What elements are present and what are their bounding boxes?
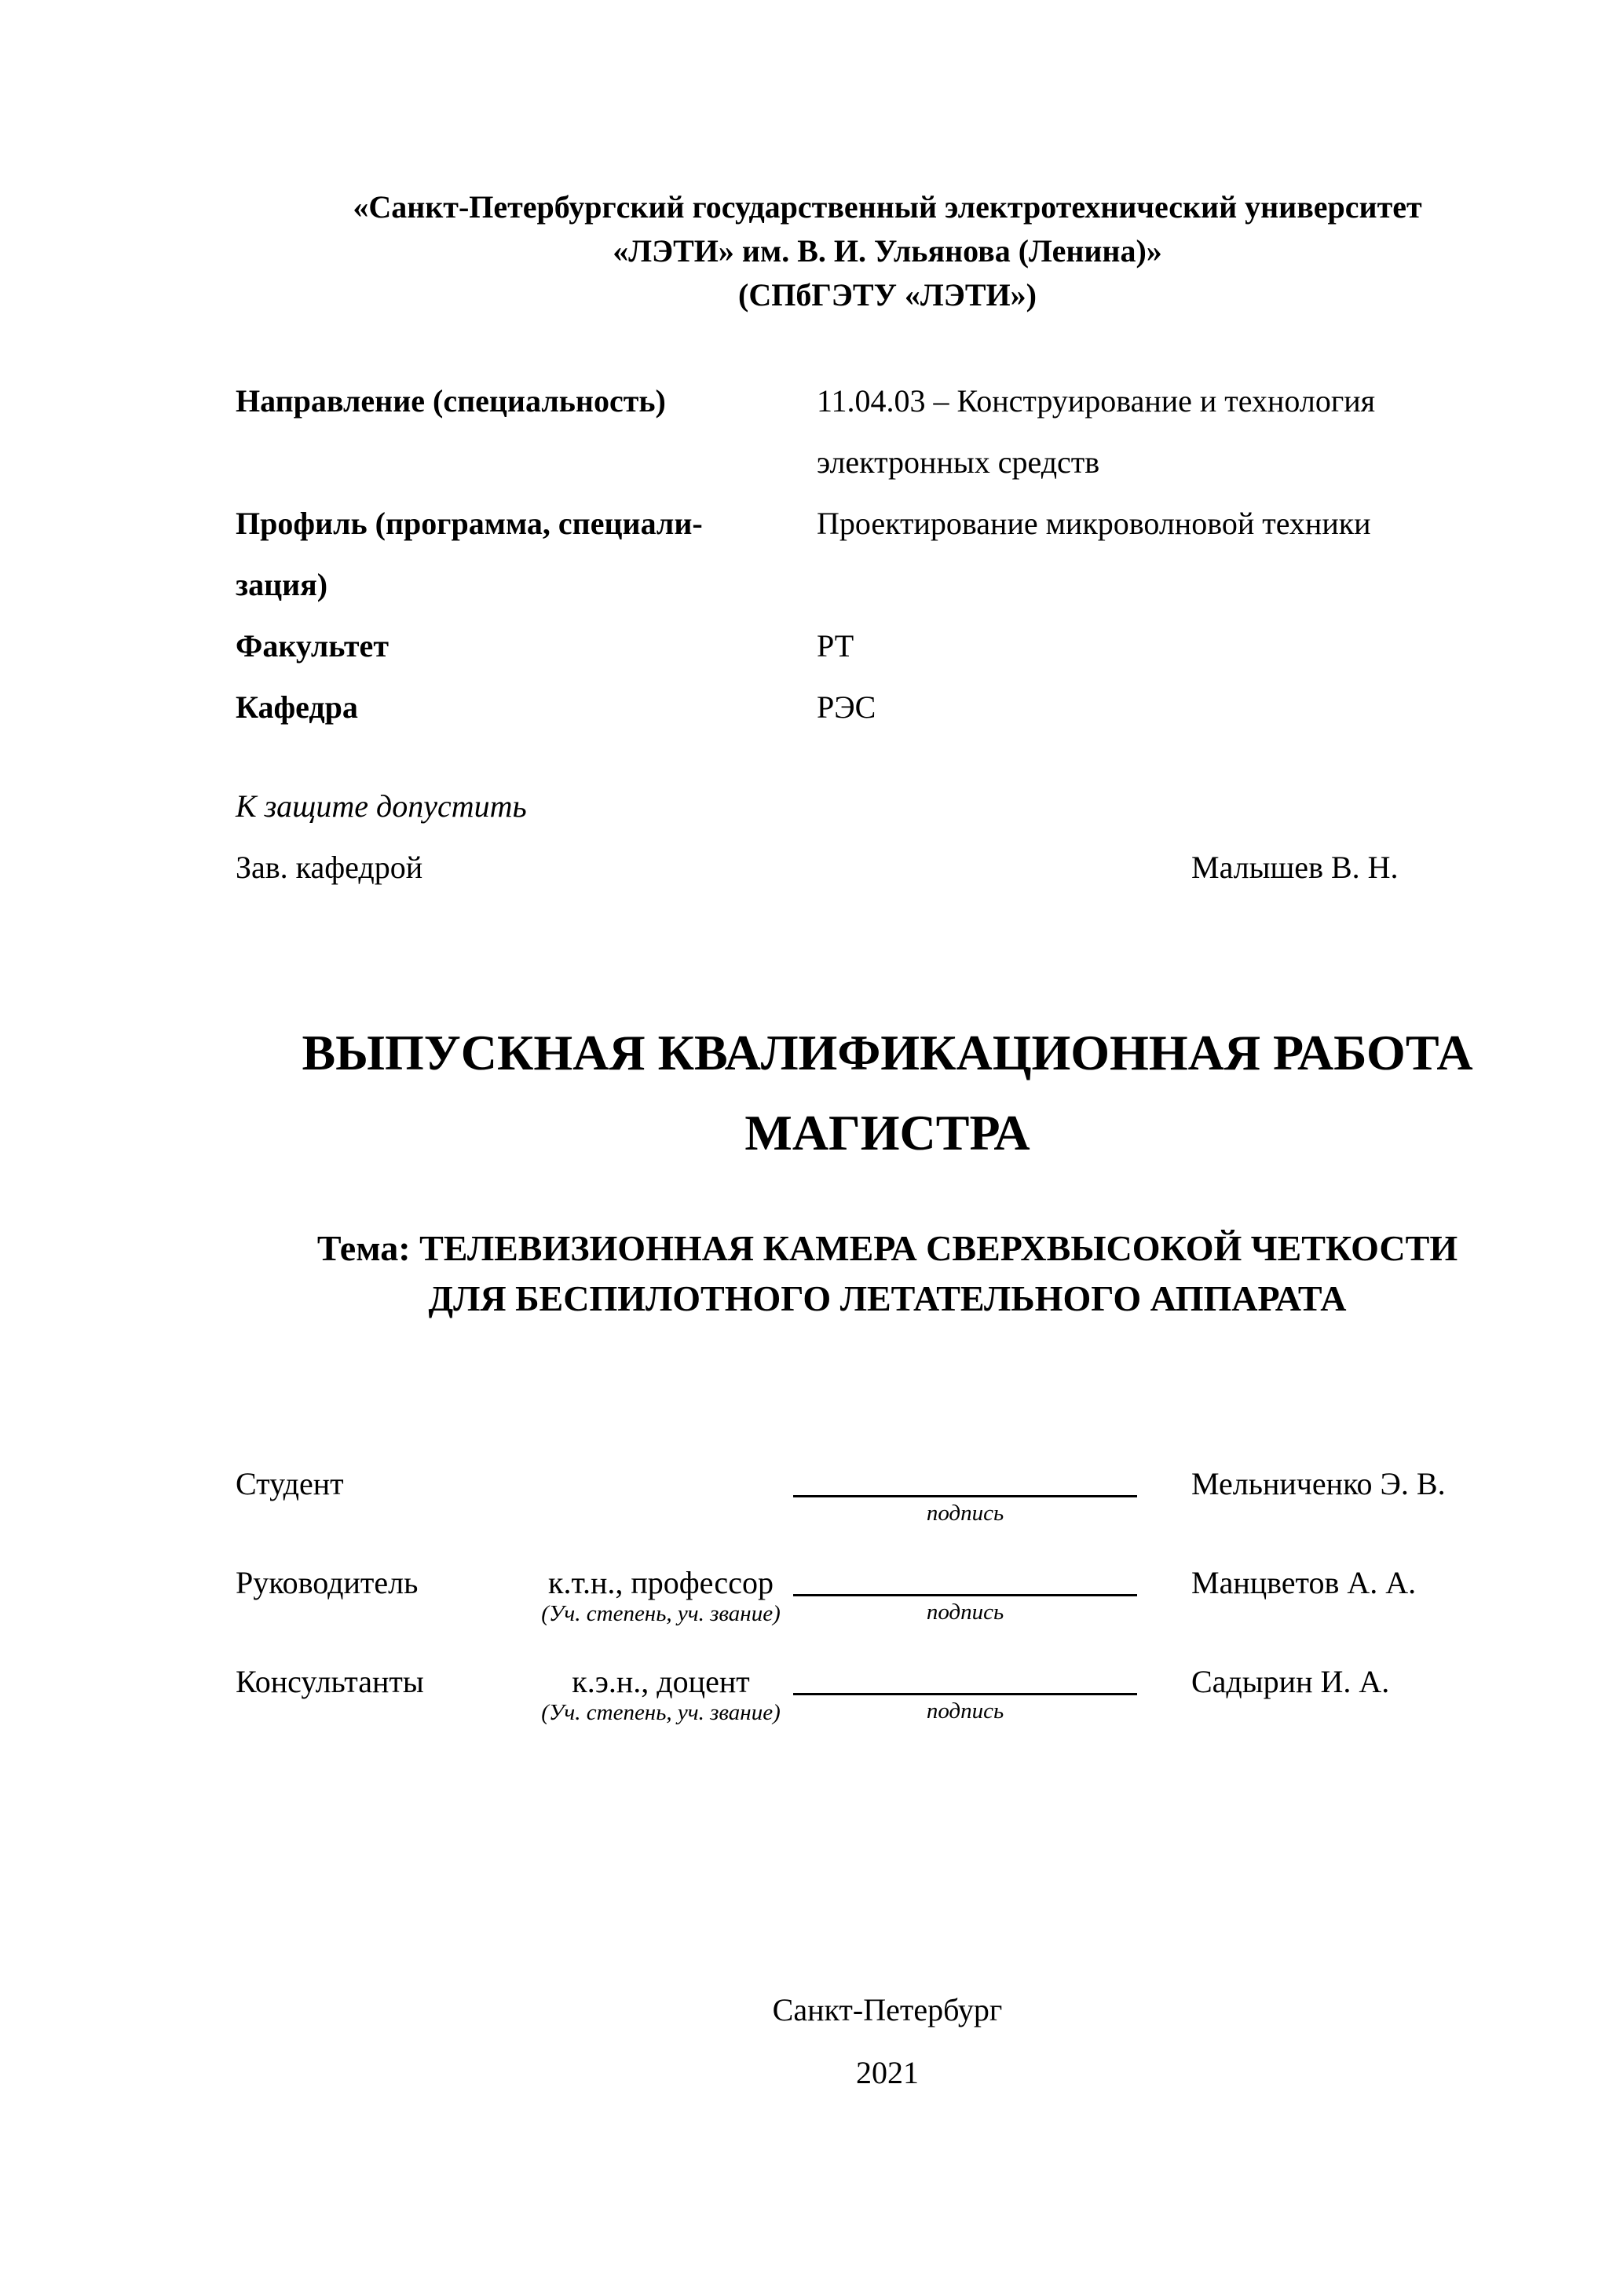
field-row-direction	[236, 371, 1539, 493]
degree-note: (Уч. степень, уч. звание)	[541, 1601, 781, 1626]
field-value-line: РТ	[817, 628, 854, 664]
field-row-profile	[236, 493, 1539, 616]
topic-section	[236, 1223, 1539, 1324]
signature-row-supervisor	[236, 1561, 1539, 1660]
degree-note: (Уч. степень, уч. звание)	[541, 1700, 781, 1725]
university-name-line: «ЛЭТИ» им. В. И. Ульянова (Ленина)»	[613, 233, 1162, 269]
signature-row-consultants	[236, 1660, 1539, 1759]
approval-note: К защите допустить	[236, 788, 527, 824]
field-label: Факультет	[236, 628, 389, 664]
approval-row	[236, 837, 1539, 898]
field-label-line: Профиль (программа, специали-	[236, 506, 703, 541]
signatures-section	[236, 1462, 1539, 1759]
signature-role: Студент	[236, 1466, 344, 1501]
field-label: Направление (специальность)	[236, 383, 666, 419]
signature-role: Руководитель	[236, 1565, 419, 1600]
signature-caption: подпись	[926, 1600, 1004, 1625]
topic-label: Тема:	[316, 1228, 411, 1268]
signature-line	[793, 1561, 1137, 1596]
footer-year: 2021	[856, 2055, 919, 2090]
topic-text-line: ТЕЛЕВИЗИОННАЯ КАМЕРА СВЕРХВЫСОКОЙ ЧЕТКОСТИ	[419, 1228, 1458, 1268]
work-title-line: ВЫПУСКНАЯ КВАЛИФИКАЦИОННАЯ РАБОТА	[302, 1025, 1473, 1080]
degree: к.т.н., профессор	[548, 1565, 774, 1600]
university-header	[236, 185, 1539, 317]
approval-section	[236, 776, 1539, 898]
work-title	[236, 1013, 1539, 1173]
university-name-line: «Санкт-Петербургский государственный электротехнический университет	[353, 189, 1422, 225]
signature-line	[793, 1462, 1137, 1497]
signatory-name: Садырин И. А.	[1191, 1664, 1390, 1699]
signature-degree-block	[529, 1566, 793, 1627]
signature-role: Консультанты	[236, 1664, 424, 1699]
field-label-line: зация)	[236, 567, 328, 602]
signature-caption: подпись	[926, 1698, 1004, 1724]
field-value-line: Проектирование микроволновой техники	[817, 506, 1371, 541]
footer-city: Санкт-Петербург	[772, 1992, 1003, 2027]
field-value-line: 11.04.03 – Конструирование и технология	[817, 383, 1376, 419]
signature-degree-block	[529, 1665, 793, 1726]
footer	[236, 1979, 1539, 2104]
signature-line	[793, 1660, 1137, 1695]
signature-line-block	[793, 1462, 1137, 1526]
degree: к.э.н., доцент	[572, 1664, 750, 1699]
signature-line-block	[793, 1660, 1137, 1724]
field-row-department	[236, 677, 1539, 738]
field-row-faculty	[236, 616, 1539, 677]
work-title-line: МАГИСТРА	[744, 1105, 1030, 1161]
field-value-line: РЭС	[817, 689, 876, 725]
approval-name: Малышев В. Н.	[1191, 850, 1399, 885]
university-abbreviation-line: (СПбГЭТУ «ЛЭТИ»)	[738, 277, 1037, 313]
signatory-name: Манцветов А. А.	[1191, 1565, 1417, 1600]
topic-text-line: ДЛЯ БЕСПИЛОТНОГО ЛЕТАТЕЛЬНОГО АППАРАТА	[428, 1278, 1347, 1318]
fields-section	[236, 371, 1539, 738]
page-content	[236, 0, 1539, 2296]
field-value-line: электронных средств	[817, 444, 1100, 480]
signature-caption: подпись	[926, 1501, 1004, 1526]
topic-line	[236, 1223, 1539, 1274]
signatory-name: Мельниченко Э. В.	[1191, 1466, 1446, 1501]
signature-line-block	[793, 1561, 1137, 1625]
field-label: Кафедра	[236, 689, 358, 725]
signature-row-student	[236, 1462, 1539, 1561]
approval-position: Зав. кафедрой	[236, 850, 423, 885]
